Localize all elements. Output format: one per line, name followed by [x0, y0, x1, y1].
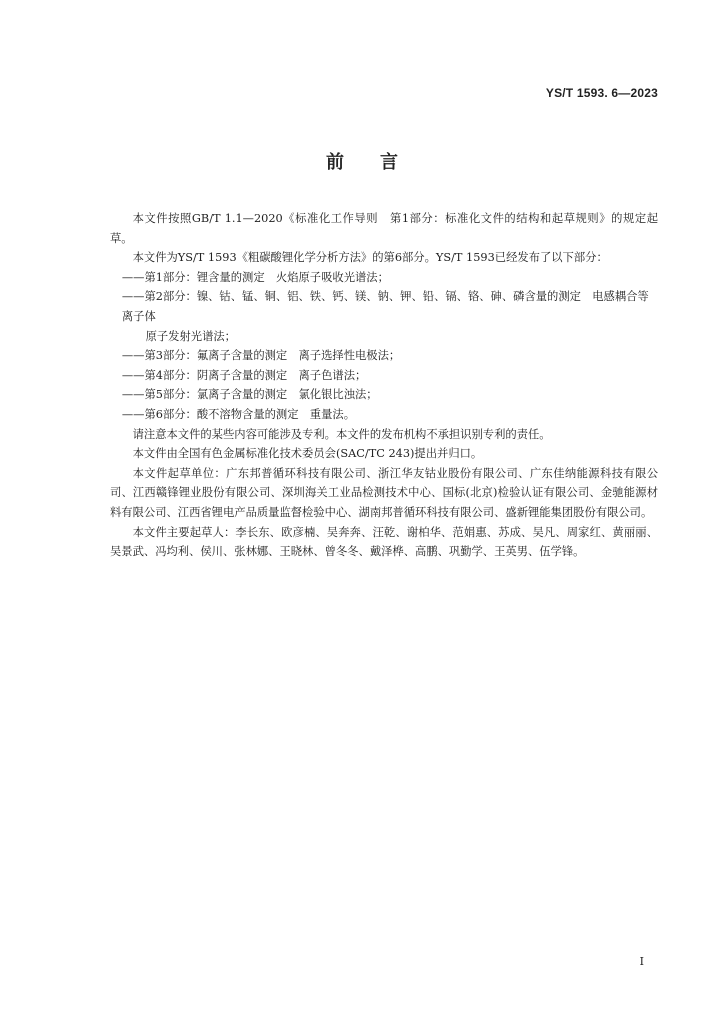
list-item-part-4: ——第4部分：阴离子含量的测定 离子色谱法；: [121, 368, 367, 382]
paragraph-drafting-rules: 本文件按照GB/T 1.1—2020《标准化工作导则 第1部分：标准化文件的结构和起草规则》的规定起草。: [110, 212, 658, 245]
paragraph-drafters: 本文件主要起草人：李长东、欧彦楠、吴奔奔、汪乾、谢柏华、范娟惠、苏成、吴凡、周家红、黄丽丽、吴景武、冯均利、侯川、张林娜、王晓林、曾冬冬、戴泽桦、高鹏、巩勤学、王英男、伍学锋。: [110, 525, 658, 559]
document-code: YS/T 1593. 6—2023: [545, 86, 658, 100]
foreword-body: [110, 209, 658, 562]
list-item-part-3: ——第3部分：氟离子含量的测定 离子选择性电极法；: [121, 349, 401, 363]
paragraph-drafting-units: 本文件起草单位：广东邦普循环科技有限公司、浙江华友钴业股份有限公司、广东佳纳能源科技有限公司、江西赣锋锂业股份有限公司、深圳海关工业品检测技术中心、国标(北京)检验认证有限公司、金驰能源材料有限公司、江西省锂电产品质量监督检验中心、湖南邦普循环科技有限公司、盛新锂能集团股份有限公司。: [110, 466, 658, 519]
page-number: I: [639, 955, 644, 968]
list-item-part-2-line-1: ——第2部分：镍、钴、锰、铜、铝、铁、钙、镁、钠、钾、铅、镉、铬、砷、磷含量的测定 电感耦合等离子体: [121, 290, 649, 323]
list-item-part-1: ——第1部分：锂含量的测定 火焰原子吸收光谱法；: [121, 270, 389, 284]
title-char-2: 言: [380, 152, 398, 173]
title-char-1: 前: [326, 152, 344, 173]
paragraph-proposer: 本文件由全国有色金属标准化技术委员会(SAC/TC 243)提出并归口。: [132, 447, 483, 461]
page-title: [0, 148, 724, 174]
paragraph-patent-notice: 请注意本文件的某些内容可能涉及专利。本文件的发布机构不承担识别专利的责任。: [132, 427, 551, 441]
list-item-part-6: ——第6部分：酸不溶物含量的测定 重量法。: [121, 407, 355, 421]
list-item-part-2: [110, 287, 658, 346]
paragraph-series-intro: 本文件为YS/T 1593《粗碳酸锂化学分析方法》的第6部分。YS/T 1593已经发布了以下部分：: [132, 251, 608, 265]
list-item-part-5: ——第5部分：氯离子含量的测定 氯化银比浊法；: [121, 388, 378, 402]
list-item-part-2-line-2: 原子发射光谱法；: [145, 329, 236, 343]
